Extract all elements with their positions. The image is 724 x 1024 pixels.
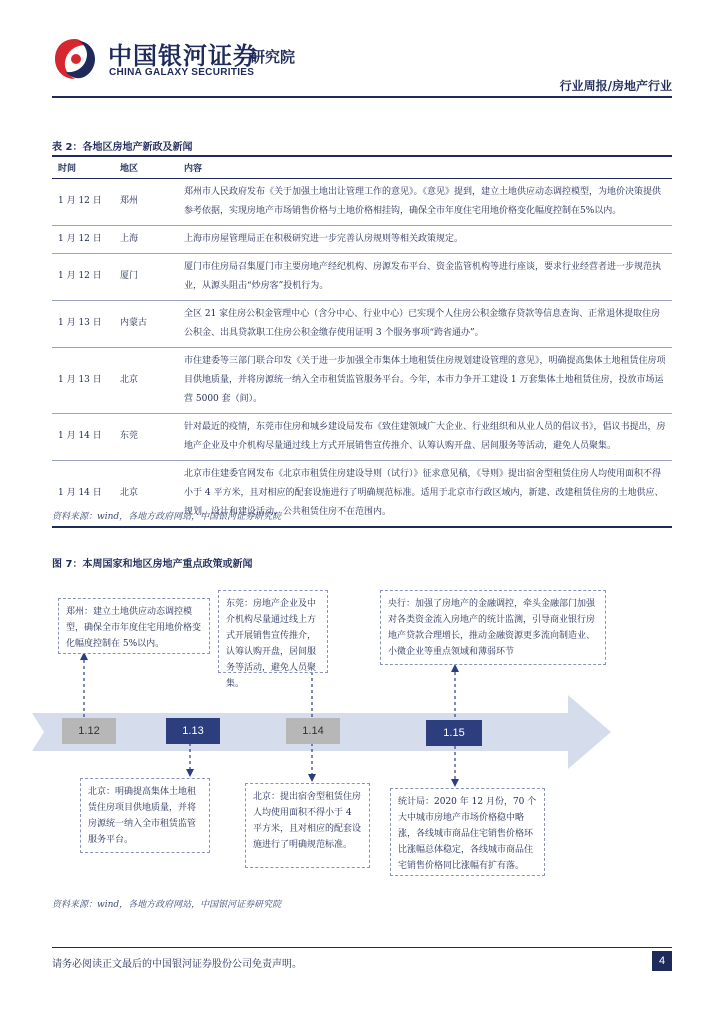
cell-date: 1 月 12 日 — [52, 178, 114, 225]
logo-english-name: CHINA GALAXY SECURITIES — [109, 67, 255, 78]
cell-content: 市住建委等三部门联合印发《关于进一步加强全市集体土地租赁住房规划建设管理的意见》，明确提高集体土地租赁住房项目供地质量，并将房源统一纳入全市租赁监管服务平台。今年，本市力争开工建设 1 万套集体土地租赁住房，投放市场运营 5000 套（间）。 — [178, 347, 672, 413]
institute-label: 研究院 — [250, 48, 296, 66]
logo-chinese-name: 中国银河证券 — [108, 42, 258, 70]
cell-content: 针对最近的疫情，东莞市住房和城乡建设局发布《致住建领域广大企业、行业组织和从业人员的倡议书》，倡议书提出，房地产企业及中介机构尽量通过线上方式开展销售宣传推介、认筹认购开盘、居间服务等活动，避免人员聚集。 — [178, 413, 672, 460]
cell-region: 北京 — [114, 460, 178, 527]
footer-disclaimer: 请务必阅读正文最后的中国银河证券股份公司免责声明。 — [52, 959, 302, 970]
connector-arrowhead — [451, 664, 459, 672]
cell-region: 厦门 — [114, 253, 178, 300]
connector-arrowhead — [186, 769, 194, 777]
cell-content: 全区 21 家住房公积金管理中心（含分中心、行业中心）已实现个人住房公积金缴存贷款等信息查询、正常退休提取住房公积金、出具贷款职工住房公积金缴存使用证明 3 个服务事项“跨省通办”。 — [178, 300, 672, 347]
cell-date: 1 月 12 日 — [52, 225, 114, 253]
connector-arrowhead — [308, 774, 316, 782]
cell-content: 上海市房屋管理局正在积极研究进一步完善认房规则等相关政策规定。 — [178, 225, 672, 253]
callout-beijing-collective-land: 北京：明确提高集体土地租赁住房项目供地质量，并将房源统一纳入全市租赁监管服务平台。 — [80, 778, 210, 853]
column-header-content: 内容 — [178, 156, 672, 178]
column-header-region: 地区 — [114, 156, 178, 178]
cell-region: 东莞 — [114, 413, 178, 460]
cell-content: 郑州市人民政府发布《关于加强土地出让管理工作的意见》。《意见》提到，建立土地供应动态调控模型，为地价决策提供参考依据，实现房地产市场销售价格与土地价格相挂钩，确保全市年度住宅用地价格变化幅度控制在5%以内。 — [178, 178, 672, 225]
callout-beijing-dormitory: 北京：提出宿舍型租赁住房人均使用面积不得小于 4 平方米，且对相应的配套设施进行了明确规范标准。 — [245, 783, 370, 868]
callout-statistics-bureau: 统计局：2020 年 12 月份，70 个大中城市房地产市场价格稳中略涨，各线城市商品住宅销售价格环比涨幅总体稳定，各线城市商品住宅销售价格同比涨幅有扩有落。 — [390, 788, 545, 876]
table-source-note: 资料来源：wind，各地方政府网站，中国银河证券研究院 — [52, 512, 282, 522]
cell-content: 北京市住建委官网发布《北京市租赁住房建设导则（试行）》征求意见稿，《导则》提出宿舍型租赁住房人均使用面积不得小于 4 平方米，且对相应的配套设施进行了明确规范标准。适用于北京市行政区域内，新建、改建租赁住房的土地供应、规划、设计和建设活动，公共租赁住房不在范围内。 — [178, 460, 672, 527]
table-title: 表 2：各地区房地产新政及新闻 — [52, 142, 193, 153]
cell-region: 郑州 — [114, 178, 178, 225]
column-header-date: 时间 — [52, 156, 114, 178]
footer-divider — [52, 947, 672, 948]
cell-region: 上海 — [114, 225, 178, 253]
cell-date: 1 月 13 日 — [52, 347, 114, 413]
cell-date: 1 月 14 日 — [52, 413, 114, 460]
cell-region: 内蒙古 — [114, 300, 178, 347]
timeline-date-1-15: 1.15 — [426, 720, 482, 746]
cell-date: 1 月 14 日 — [52, 460, 114, 527]
cell-content: 厦门市住房局召集厦门市主要房地产经纪机构、房源发布平台、资金监管机构等进行座谈，要求行业经营者进一步规范执业，从源头阻击“炒房客”投机行为。 — [178, 253, 672, 300]
report-type: 行业周报/房地产行业 — [559, 79, 672, 93]
timeline-date-1-13: 1.13 — [166, 718, 220, 744]
cell-date: 1 月 13 日 — [52, 300, 114, 347]
callout-dongguan: 东莞：房地产企业及中介机构尽量通过线上方式开展销售宣传推介，认筹认购开盘，居间服务等活动，避免人员聚集。 — [218, 590, 328, 673]
timeline-date-1-14: 1.14 — [286, 718, 340, 744]
cell-region: 北京 — [114, 347, 178, 413]
connector-arrowhead — [451, 779, 459, 787]
figure-title: 图 7：本周国家和地区房地产重点政策或新闻 — [52, 559, 253, 570]
callout-zhengzhou: 郑州：建立土地供应动态调控模型，确保全市年度住宅用地价格变化幅度控制在 5%以内。 — [58, 598, 210, 654]
figure-source-note: 资料来源：wind，各地方政府网站，中国银河证券研究院 — [52, 900, 282, 910]
callout-central-bank: 央行：加强了房地产的金融调控，牵头金融部门加强对各类资金流入房地产的统计监测，引导商业银行房地产贷款合理增长，推动金融资源更多流向制造业、小微企业等重点领域和薄弱环节 — [380, 590, 606, 665]
timeline-date-1-12: 1.12 — [62, 718, 116, 744]
cell-date: 1 月 12 日 — [52, 253, 114, 300]
page-number: 4 — [652, 951, 672, 971]
